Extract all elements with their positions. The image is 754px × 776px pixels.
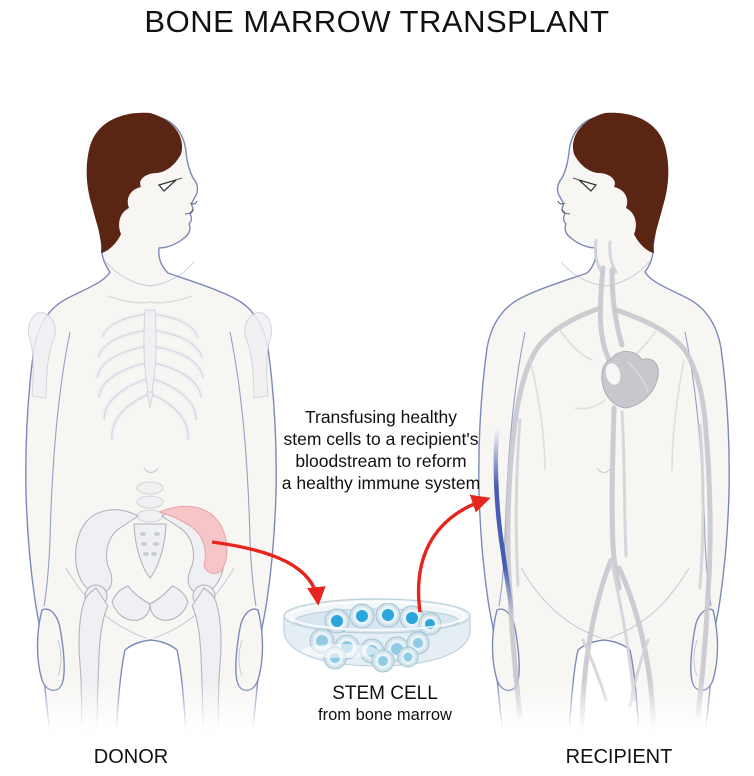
annotation-line: a healthy immune system	[281, 473, 481, 493]
stem-cell-sublabel: from bone marrow	[318, 706, 452, 724]
transfusion-arrow	[419, 499, 487, 612]
annotation-line: stem cells to a recipient's	[283, 429, 479, 449]
stem-cell-label: STEM CELL	[332, 683, 438, 704]
donor-label: DONOR	[93, 746, 169, 768]
petri-dish	[284, 599, 470, 672]
transfusion-annotation	[262, 406, 500, 494]
donor-figure	[26, 113, 276, 735]
page-title: BONE MARROW TRANSPLANT	[144, 4, 610, 39]
annotation-line: bloodstream to reform	[295, 451, 467, 471]
annotation-line: Transfusing healthy	[304, 407, 458, 427]
recipient-label: RECIPIENT	[565, 746, 673, 768]
recipient-figure	[479, 113, 729, 736]
